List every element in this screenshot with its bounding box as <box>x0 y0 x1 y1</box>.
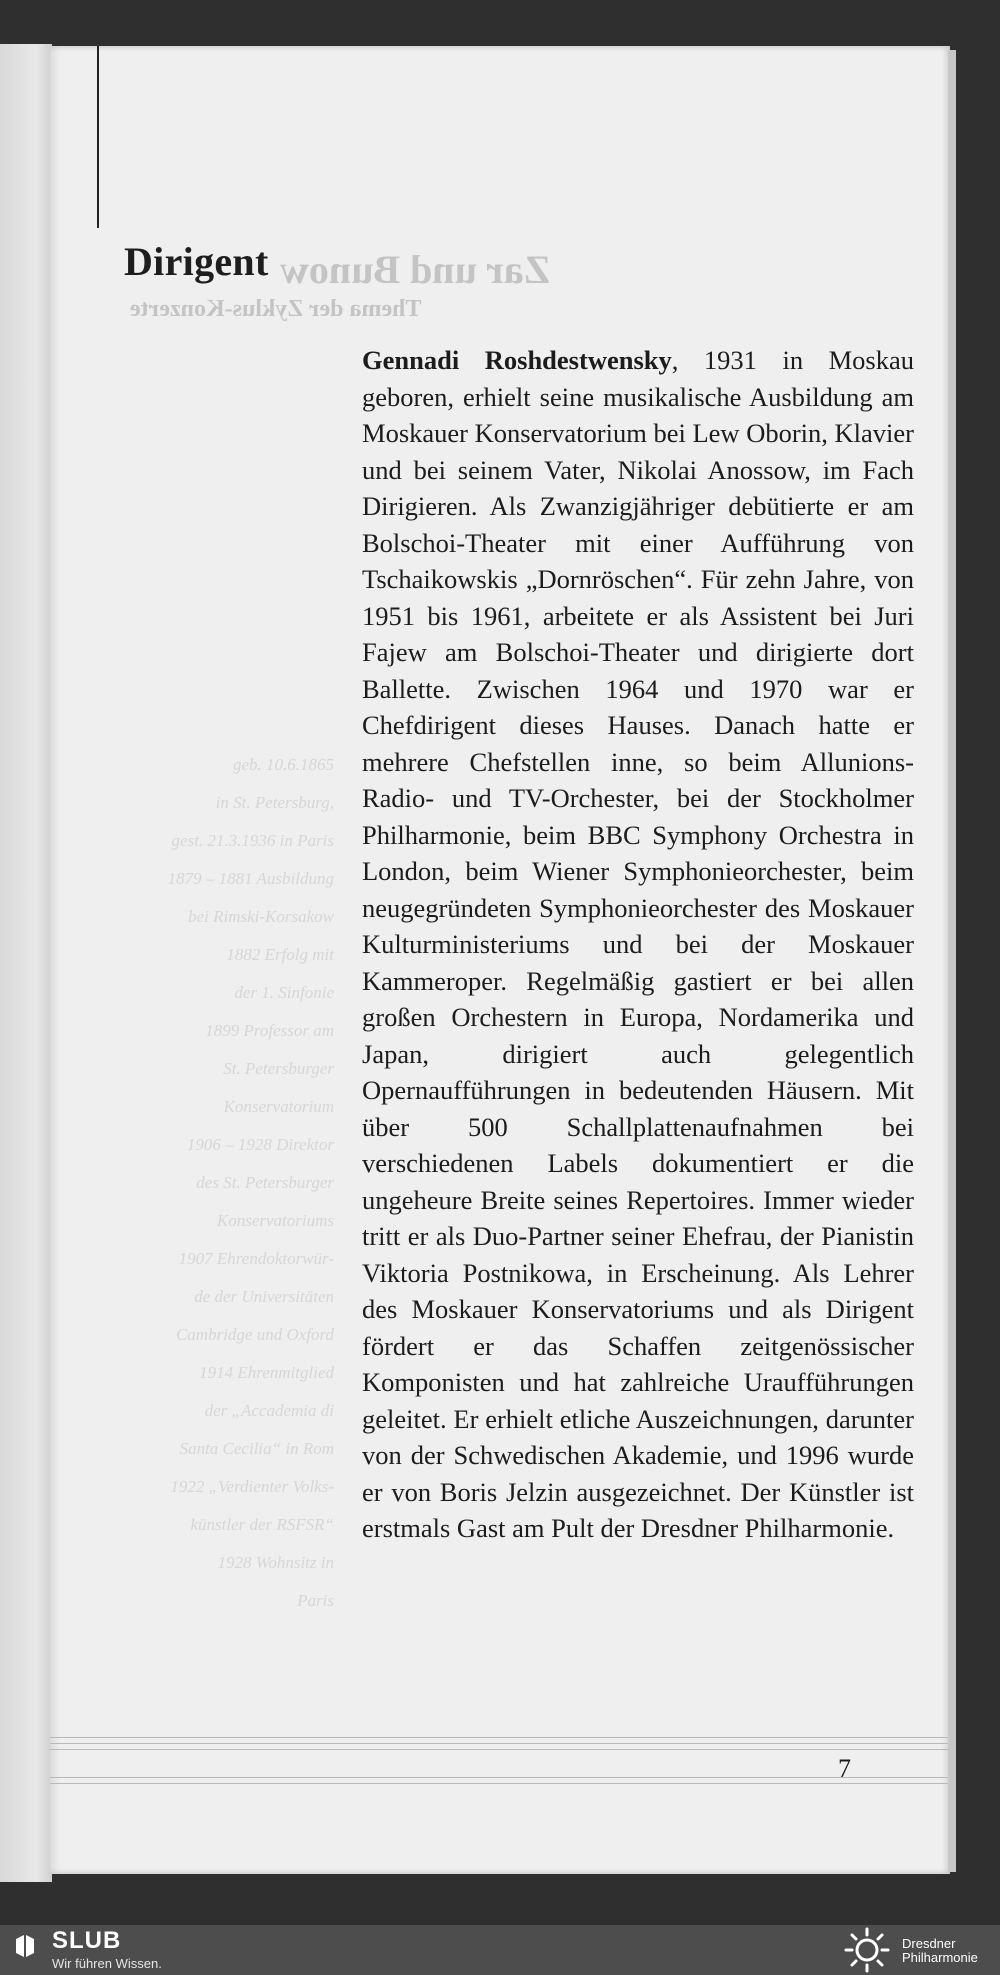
show-through-note: Santa Cecilia“ in Rom <box>179 1439 334 1458</box>
conductor-name: Gennadi Roshdestwensky <box>362 345 672 375</box>
biography-text <box>362 342 914 1547</box>
show-through-note: 1907 Ehrendoktorwür- <box>178 1249 334 1268</box>
library-tagline: Wir führen Wissen. <box>52 1956 162 1971</box>
show-through-note: 1928 Wohnsitz in <box>217 1553 334 1572</box>
show-through-subtitle: Thema der Zyklus-Konzerte <box>130 296 422 322</box>
show-through-note: 1879 – 1881 Ausbildung <box>167 869 334 888</box>
page-heading: Dirigent <box>124 239 269 284</box>
show-through-note: 1882 Erfolg mit <box>226 945 334 964</box>
philharmonie-sun-icon <box>842 1926 892 1974</box>
show-through-note: 1906 – 1928 Direktor <box>186 1135 334 1154</box>
show-through-note: 1914 Ehrenmitglied <box>199 1363 334 1382</box>
show-through-note: Konservatorium <box>223 1097 334 1116</box>
previous-page-edge <box>0 44 52 1882</box>
show-through-note: de der Universitäten <box>194 1287 334 1306</box>
show-through-note: St. Petersburger <box>223 1059 334 1078</box>
staff-line <box>50 1783 950 1784</box>
show-through-note: gest. 21.3.1936 in Paris <box>171 831 334 850</box>
page-number: 7 <box>838 1754 851 1783</box>
footer-bar <box>0 1925 1000 1975</box>
show-through-title: Zar und Bunow <box>280 247 551 292</box>
show-through-note: künstler der RSFSR“ <box>190 1515 334 1534</box>
show-through-note: bei Rimski-Korsakow <box>188 907 334 926</box>
show-through-note: der „Accademia di <box>204 1401 334 1420</box>
show-through-note: des St. Petersburger <box>196 1173 334 1192</box>
page-edge <box>948 50 956 1872</box>
show-through-note: 1899 Professor am <box>205 1021 334 1040</box>
show-through-note: geb. 10.6.1865 <box>232 755 334 774</box>
show-through-note: Konservatoriums <box>216 1211 334 1230</box>
show-through-note: Paris <box>297 1591 334 1610</box>
staff-line <box>50 1749 950 1750</box>
library-name[interactable]: SLUB <box>52 1927 122 1954</box>
show-through-note: 1922 „Verdienter Volks- <box>170 1477 334 1496</box>
partner-name[interactable] <box>902 1937 978 1965</box>
show-through-margin-notes <box>112 746 334 1620</box>
show-through-note: der 1. Sinfonie <box>234 983 334 1002</box>
partner-line-1: Dresdner <box>902 1936 956 1951</box>
margin-rule <box>97 46 99 228</box>
show-through-note: Cambridge und Oxford <box>175 1325 334 1344</box>
show-through-note: in St. Petersburg, <box>215 793 334 812</box>
document-page <box>50 46 950 1874</box>
staff-line <box>50 1737 950 1738</box>
staff-line <box>50 1743 950 1744</box>
staff-line <box>50 1777 950 1778</box>
partner-line-2: Philharmonie <box>902 1950 978 1965</box>
slub-book-icon <box>14 1933 36 1959</box>
biography-body: , 1931 in Moskau geboren, erhielt seine musikalische Ausbildung am Moskauer Konservatorium bei Lew Oborin, Klavier und bei seinem Vater, Nikolai Anossow, im Fach Dirigieren. Als Zwanzigjähriger debütierte er am Bolschoi-Theater mit einer Aufführung von Tschaikowskis „Dornröschen“. Für zehn Jahre, von 1951 bis 1961, arbeitete er als Assistent bei Juri Fajew am Bolschoi-Theater und dirigierte dort Ballette. Zwischen 1964 und 1970 war er Chefdirigent dieses Hauses. Danach hatte er mehrere Chefstellen inne, so beim Allunions-Radio- und TV-Orchester, bei der Stockholmer Philharmonie, beim BBC Symphony Orchestra in London, beim Wiener Symphonieorchester, beim neugegründeten Symphonieorchester des Moskauer Kulturministeriums und bei der Moskauer Kammeroper. Regelmäßig gastiert er bei allen großen Orchestern in Europa, Nordamerika und Japan, dirigiert auch gelegentlich Opernaufführungen in bedeutenden Häusern. Mit über 500 Schallplattenaufnahmen bei verschiedenen Labels dokumentiert er die ungeheure Breite seines Repertoires. Immer wieder tritt er als Duo-Partner seiner Ehefrau, der Pianistin Viktoria Postnikowa, in Erscheinung. Als Lehrer des Moskauer Konservatoriums und als Dirigent fördert er das Schaffen zeitgenössischer Komponisten und hat zahlreiche Uraufführungen geleitet. Er erhielt etliche Auszeichnungen, darunter von der Schwedischen Akademie, und 1996 wurde er von Boris Jelzin ausgezeichnet. Der Künstler ist erstmals Gast am Pult der Dresdner Philharmonie. <box>362 345 915 1543</box>
